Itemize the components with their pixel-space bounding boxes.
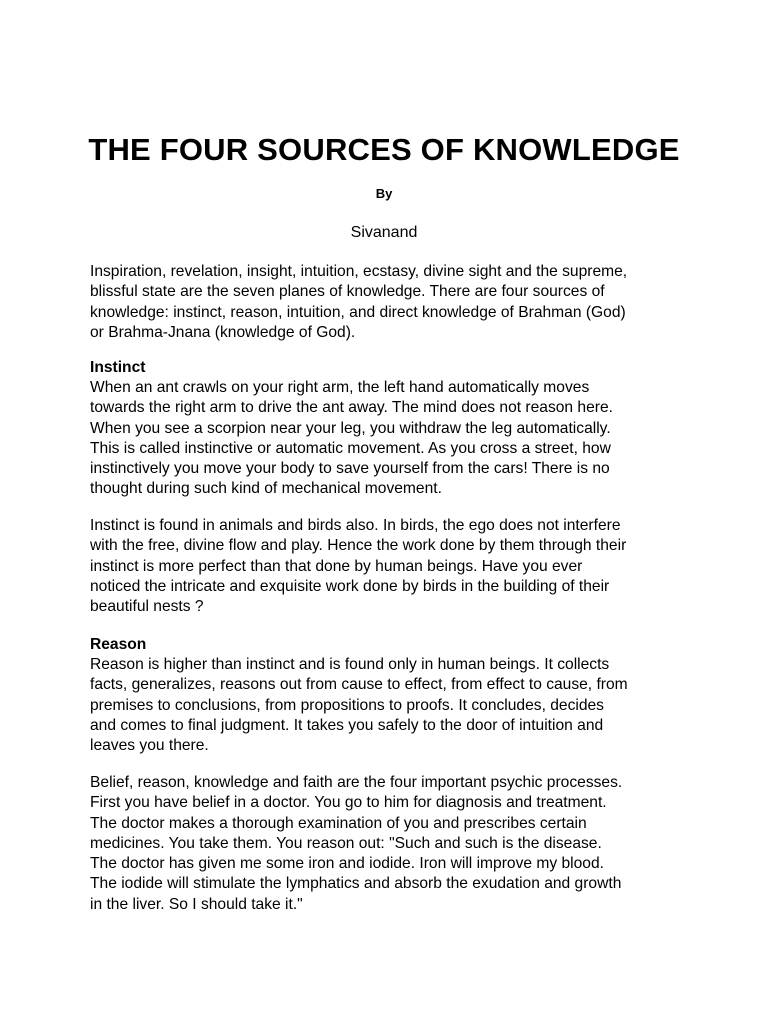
section-heading-reason: Reason [90, 636, 147, 653]
text-line: noticed the intricate and exquisite work done by birds in the building of their [90, 577, 610, 595]
text-line: Inspiration, revelation, insight, intuition, ecstasy, divine sight and the supreme, [90, 263, 628, 280]
text-line: instinctively you move your body to save yourself from the cars! There is no [90, 460, 610, 478]
reason-paragraph-1 [90, 655, 690, 756]
text-line: Belief, reason, knowledge and faith are the four important psychic processes. [90, 774, 623, 791]
text-line: When you see a scorpion near your leg, you withdraw the leg automatically. [90, 419, 611, 437]
text-line: and comes to final judgment. It takes you safely to the door of intuition and [90, 716, 604, 734]
instinct-paragraph-2 [90, 516, 690, 617]
text-line: with the free, divine flow and play. Hence the work done by them through their [90, 537, 627, 555]
text-line: premises to conclusions, from propositions to proofs. It concludes, decides [90, 696, 604, 714]
text-line: medicines. You take them. You reason out: "Such and such is the disease. [90, 834, 602, 852]
reason-paragraph-2 [90, 773, 690, 915]
text-line: Instinct is found in animals and birds also. In birds, the ego does not interfere [90, 517, 621, 534]
text-line: Reason is higher than instinct and is found only in human beings. It collects [90, 656, 610, 673]
text-line: leaves you there. [90, 737, 209, 755]
text-line: blissful state are the seven planes of knowledge. There are four sources of [90, 283, 605, 301]
text-line: This is called instinctive or automatic movement. As you cross a street, how [90, 439, 611, 457]
text-line: The doctor makes a thorough examination of you and prescribes certain [90, 814, 587, 832]
byline-label: By [375, 186, 393, 201]
author-name: Sivanand [350, 224, 418, 241]
text-line: knowledge: instinct, reason, intuition, and direct knowledge of Brahman (God) [90, 303, 626, 321]
text-line: facts, generalizes, reasons out from cause to effect, from effect to cause, from [90, 676, 628, 694]
text-line: thought during such kind of mechanical movement. [90, 480, 442, 498]
text-line: towards the right arm to drive the ant away. The mind does not reason here. [90, 399, 613, 417]
section-heading-instinct: Instinct [90, 359, 146, 376]
intro-paragraph [90, 262, 690, 343]
document-title: THE FOUR SOURCES OF KNOWLEDGE [88, 132, 680, 167]
text-line: beautiful nests ? [90, 598, 204, 616]
text-line: The iodide will stimulate the lymphatics and absorb the exudation and growth [90, 875, 622, 893]
text-line: The doctor has given me some iron and iodide. Iron will improve my blood. [90, 855, 604, 873]
text-line: or Brahma-Jnana (knowledge of God). [90, 323, 356, 341]
instinct-paragraph-1 [90, 378, 690, 500]
text-line: When an ant crawls on your right arm, the left hand automatically moves [90, 379, 590, 396]
text-line: instinct is more perfect than that done by human beings. Have you ever [90, 557, 583, 575]
text-line: First you have belief in a doctor. You go to him for diagnosis and treatment. [90, 794, 607, 812]
text-line: in the liver. So I should take it." [90, 895, 303, 913]
